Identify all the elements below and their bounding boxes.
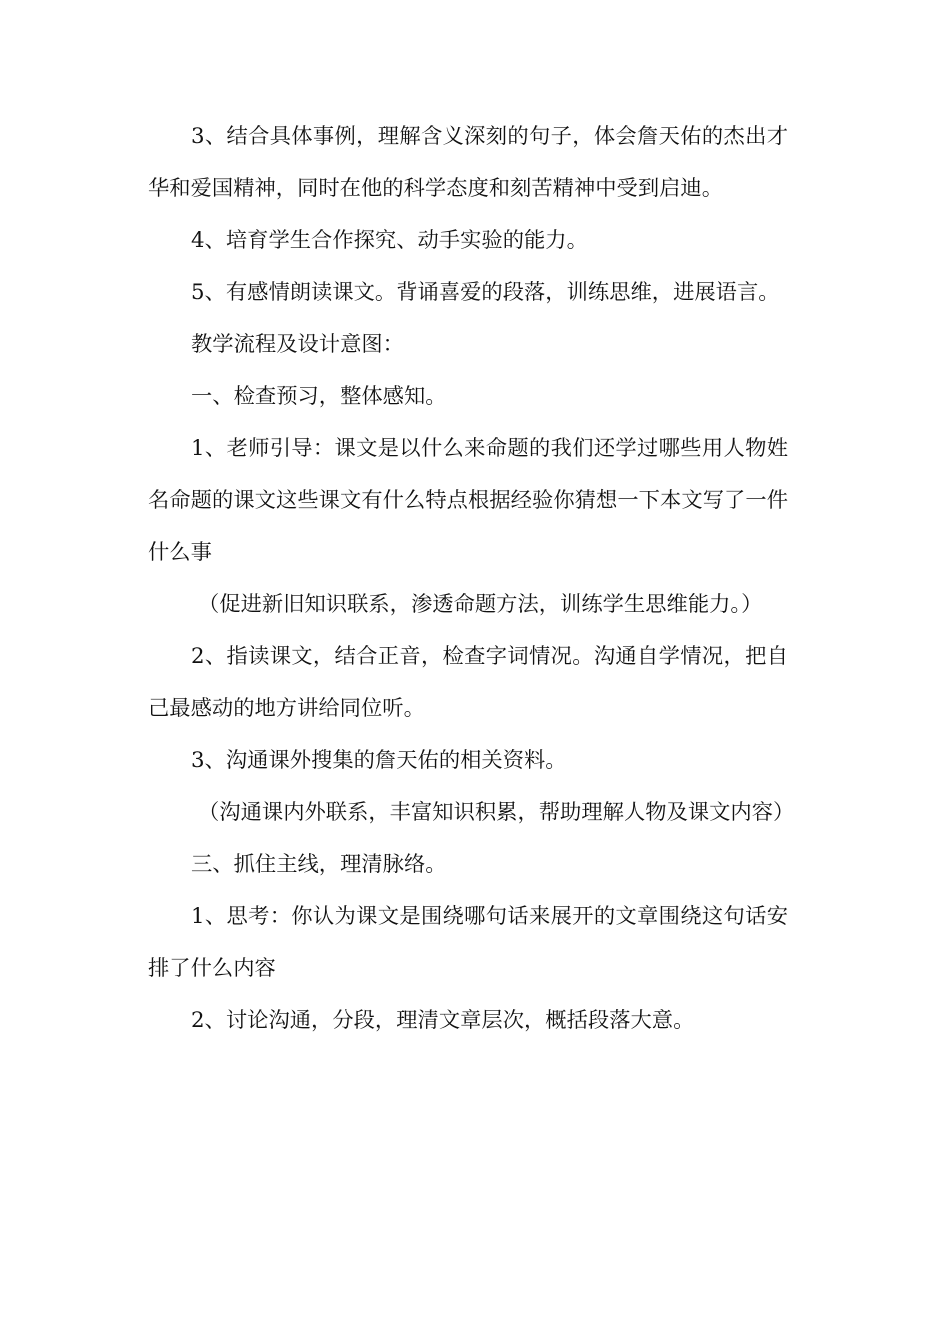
section-heading-teaching-process: 教学流程及设计意图： [191, 332, 404, 357]
document-page [148, 111, 795, 1047]
step-2-paragraph: 2、指读课文，结合正音，检查字词情况。沟通自学情况，把自己最感动的地方讲给同位听。 [148, 644, 788, 721]
think-step-paragraph: 1、思考：你认为课文是围绕哪句话来展开的文章围绕这句话安排了什么内容 [148, 904, 788, 981]
step-1-paragraph: 1、老师引导：课文是以什么来命题的我们还学过哪些用人物姓名命题的课文这些课文有什么特点根据经验你猜想一下本文写了一件什么事 [148, 436, 788, 565]
step-3-paragraph: 3、沟通课外搜集的詹天佑的相关资料。 [191, 748, 567, 773]
discuss-step-paragraph: 2、讨论沟通，分段，理清文章层次，概括段落大意。 [191, 1008, 695, 1033]
objective-3-paragraph: 3、结合具体事例，理解含义深刻的句子，体会詹天佑的杰出才华和爱国精神，同时在他的科学态度和刻苦精神中受到启迪。 [148, 124, 788, 201]
section-heading-three: 三、抓住主线，理清脉络。 [191, 852, 447, 877]
design-intent-note-2: （沟通课内外联系，丰富知识积累，帮助理解人物及课文内容） [198, 800, 795, 825]
design-intent-note-1: （促进新旧知识联系，渗透命题方法，训练学生思维能力。） [198, 592, 763, 617]
objective-4-paragraph: 4、培育学生合作探究、动手实验的能力。 [191, 228, 588, 253]
section-heading-one: 一、检查预习，整体感知。 [191, 384, 447, 409]
objective-5-paragraph: 5、有感情朗读课文。背诵喜爱的段落，训练思维，进展语言。 [191, 280, 780, 305]
